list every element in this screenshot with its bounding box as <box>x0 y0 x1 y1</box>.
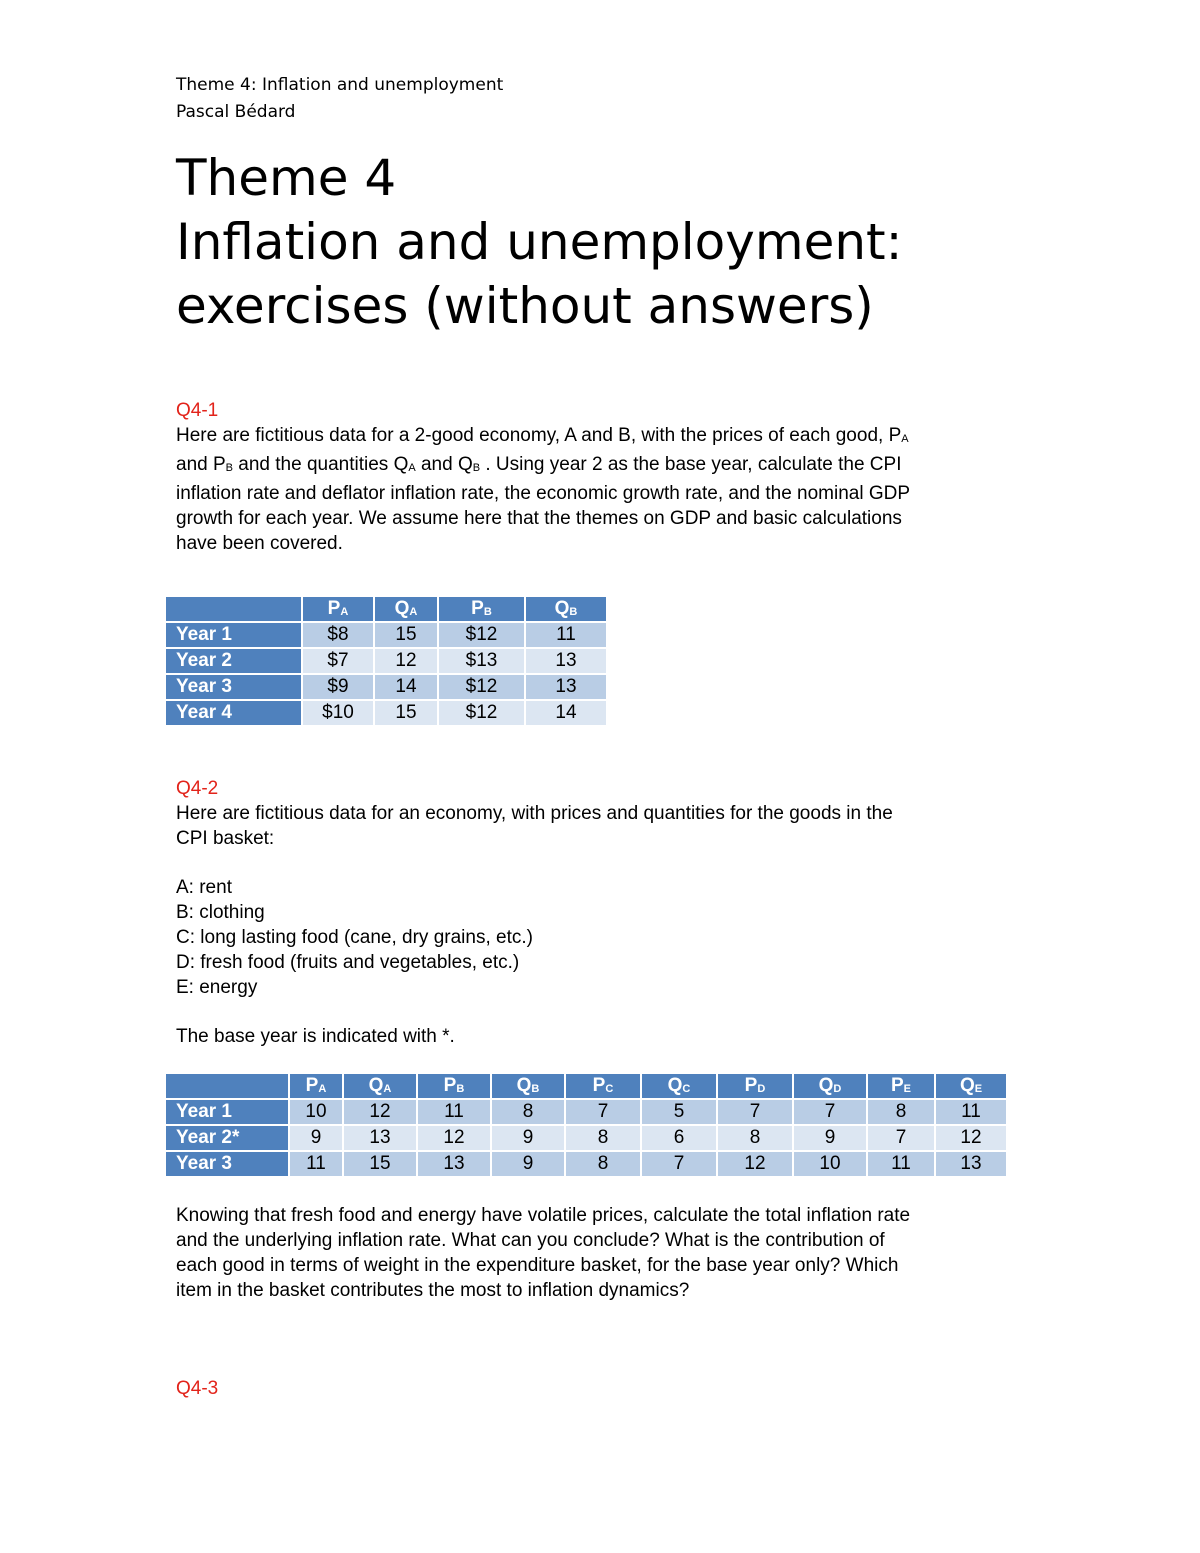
table-cell: $12 <box>439 623 524 649</box>
column-header-symbol: P <box>890 1075 904 1096</box>
q4-2-intro-line: Here are fictitious data for an economy, with prices and quantities for the goods in the <box>176 803 893 824</box>
header-theme: Theme 4: Inflation and unemployment <box>176 75 504 95</box>
q4-1-text-segment: and the quantities Q <box>233 454 409 475</box>
table-cell: 15 <box>375 623 437 649</box>
q4-2-intro-line: CPI basket: <box>176 828 275 849</box>
table-cell: 13 <box>936 1152 1006 1178</box>
column-header-subscript: A <box>318 1083 327 1095</box>
column-header-subscript: C <box>605 1083 614 1095</box>
column-header-subscript: A <box>409 606 418 618</box>
table-cell: 12 <box>418 1126 490 1152</box>
column-header-subscript: B <box>531 1083 540 1095</box>
list-item: A: rent <box>176 877 232 898</box>
table-cell: 12 <box>718 1152 792 1178</box>
question-label-q4-3: Q4-3 <box>176 1378 219 1399</box>
row-header: Year 2 <box>166 649 301 675</box>
column-header-symbol: P <box>744 1075 758 1096</box>
table-cell: $10 <box>303 701 373 727</box>
table-cell: 15 <box>344 1152 416 1178</box>
column-header-symbol: Q <box>818 1075 834 1096</box>
table-cell: 13 <box>344 1126 416 1152</box>
table-corner-cell <box>166 597 301 623</box>
column-header <box>936 1074 1006 1100</box>
table-header-row <box>166 1074 1006 1100</box>
table-cell: 8 <box>492 1100 564 1126</box>
q4-2-question-line: Knowing that fresh food and energy have volatile prices, calculate the total inflation rate <box>176 1205 911 1226</box>
q4-2-intro <box>176 801 1026 851</box>
page-title <box>176 146 902 338</box>
column-header <box>418 1074 490 1100</box>
table-cell: 11 <box>290 1152 342 1178</box>
column-header-subscript: D <box>757 1083 766 1095</box>
column-header-subscript: B <box>569 606 578 618</box>
table-row <box>166 1152 1006 1178</box>
table-cell: 8 <box>566 1126 640 1152</box>
column-header-symbol: Q <box>667 1075 683 1096</box>
table-row <box>166 1126 1006 1152</box>
table-row <box>166 675 606 701</box>
column-header-subscript: E <box>903 1083 912 1095</box>
table-cell: 8 <box>868 1100 934 1126</box>
q4-1-text-segment: and Q <box>415 454 473 475</box>
q4-2-data-table <box>164 1074 1008 1178</box>
table-cell: 7 <box>868 1126 934 1152</box>
table-cell: 9 <box>794 1126 866 1152</box>
q4-1-data-table <box>164 597 608 727</box>
table-cell: 10 <box>794 1152 866 1178</box>
column-header <box>526 597 606 623</box>
column-header <box>344 1074 416 1100</box>
column-header-subscript: B <box>483 606 492 618</box>
column-header <box>303 597 373 623</box>
table-row <box>166 701 606 727</box>
cpi-goods-list <box>176 875 1026 1000</box>
table-cell: 14 <box>526 701 606 727</box>
subscript: A <box>408 462 416 474</box>
column-header <box>642 1074 716 1100</box>
q4-1-text-line: inflation rate and deflator inflation rate, the economic growth rate, and the nominal GDP <box>176 483 911 504</box>
table-cell: 9 <box>492 1126 564 1152</box>
subscript: A <box>901 433 909 445</box>
q4-2-question-line: item in the basket contributes the most to inflation dynamics? <box>176 1280 690 1301</box>
table-cell: 7 <box>718 1100 792 1126</box>
table-cell: 9 <box>492 1152 564 1178</box>
q4-1-text-segment: Here are fictitious data for a 2-good economy, A and B, with the prices of each good, P <box>176 425 902 446</box>
column-header-subscript: A <box>340 606 349 618</box>
row-header: Year 1 <box>166 623 301 649</box>
row-header: Year 3 <box>166 1152 288 1178</box>
table-cell: $9 <box>303 675 373 701</box>
row-header: Year 4 <box>166 701 301 727</box>
column-header-symbol: P <box>443 1075 457 1096</box>
column-header <box>290 1074 342 1100</box>
column-header-symbol: Q <box>368 1075 384 1096</box>
column-header-symbol: Q <box>394 598 410 619</box>
q4-1-text-line: have been covered. <box>176 533 343 554</box>
table-cell: 6 <box>642 1126 716 1152</box>
table-cell: 12 <box>936 1126 1006 1152</box>
table-cell: 13 <box>418 1152 490 1178</box>
subscript: B <box>472 462 481 474</box>
column-header-symbol: P <box>327 598 341 619</box>
table-cell: 15 <box>375 701 437 727</box>
title-line-1: Theme 4 <box>176 149 397 207</box>
table-cell: 11 <box>936 1100 1006 1126</box>
table-cell: 10 <box>290 1100 342 1126</box>
question-label-q4-1: Q4-1 <box>176 400 219 421</box>
q4-1-text-line: growth for each year. We assume here that the themes on GDP and basic calculations <box>176 508 902 529</box>
column-header <box>439 597 524 623</box>
column-header-subscript: A <box>383 1083 392 1095</box>
header-author: Pascal Bédard <box>176 102 296 122</box>
column-header-subscript: D <box>833 1083 842 1095</box>
running-header <box>176 72 503 126</box>
list-item: E: energy <box>176 977 258 998</box>
table-cell: 13 <box>526 649 606 675</box>
table-row <box>166 649 606 675</box>
column-header <box>566 1074 640 1100</box>
table-cell: $7 <box>303 649 373 675</box>
q4-1-text <box>176 423 1026 556</box>
table-cell: 8 <box>566 1152 640 1178</box>
question-label-q4-2: Q4-2 <box>176 778 219 799</box>
column-header-subscript: C <box>682 1083 691 1095</box>
table-cell: $13 <box>439 649 524 675</box>
list-item: D: fresh food (fruits and vegetables, etc.) <box>176 952 520 973</box>
row-header: Year 1 <box>166 1100 288 1126</box>
column-header-symbol: Q <box>959 1075 975 1096</box>
table-cell: 11 <box>868 1152 934 1178</box>
column-header <box>375 597 437 623</box>
column-header <box>492 1074 564 1100</box>
table-cell: 7 <box>566 1100 640 1126</box>
table-corner-cell <box>166 1074 288 1100</box>
table-cell: $8 <box>303 623 373 649</box>
row-header: Year 2* <box>166 1126 288 1152</box>
column-header-subscript: E <box>974 1083 983 1095</box>
table-cell: 12 <box>344 1100 416 1126</box>
column-header-symbol: P <box>592 1075 606 1096</box>
q4-2-question-line: each good in terms of weight in the expenditure basket, for the base year only? Which <box>176 1255 899 1276</box>
table-cell: $12 <box>439 701 524 727</box>
row-header: Year 3 <box>166 675 301 701</box>
table-cell: 13 <box>526 675 606 701</box>
subscript: B <box>225 462 233 474</box>
list-item: B: clothing <box>176 902 265 923</box>
column-header-symbol: Q <box>516 1075 532 1096</box>
q4-2-question-line: and the underlying inflation rate. What can you conclude? What is the contribution of <box>176 1230 885 1251</box>
table-cell: 7 <box>642 1152 716 1178</box>
table-header-row <box>166 597 606 623</box>
column-header <box>718 1074 792 1100</box>
list-item: C: long lasting food (cane, dry grains, etc.) <box>176 927 533 948</box>
table-row <box>166 623 606 649</box>
column-header <box>794 1074 866 1100</box>
q4-1-text-segment: and P <box>176 454 226 475</box>
base-year-note: The base year is indicated with *. <box>176 1026 455 1047</box>
table-cell: 11 <box>418 1100 490 1126</box>
table-row <box>166 1100 1006 1126</box>
title-line-3: exercises (without answers) <box>176 277 874 335</box>
q4-2-question <box>176 1203 1026 1303</box>
column-header-symbol: Q <box>554 598 570 619</box>
q4-1-text-segment: . Using year 2 as the base year, calculate the CPI <box>480 454 902 475</box>
table-cell: 14 <box>375 675 437 701</box>
table-cell: 12 <box>375 649 437 675</box>
column-header-symbol: P <box>471 598 484 619</box>
column-header-symbol: P <box>305 1075 319 1096</box>
table-cell: 5 <box>642 1100 716 1126</box>
column-header-subscript: B <box>456 1083 465 1095</box>
table-cell: 7 <box>794 1100 866 1126</box>
table-cell: 8 <box>718 1126 792 1152</box>
table-cell: 9 <box>290 1126 342 1152</box>
column-header <box>868 1074 934 1100</box>
table-cell: $12 <box>439 675 524 701</box>
table-cell: 11 <box>526 623 606 649</box>
title-line-2: Inflation and unemployment: <box>176 213 903 271</box>
